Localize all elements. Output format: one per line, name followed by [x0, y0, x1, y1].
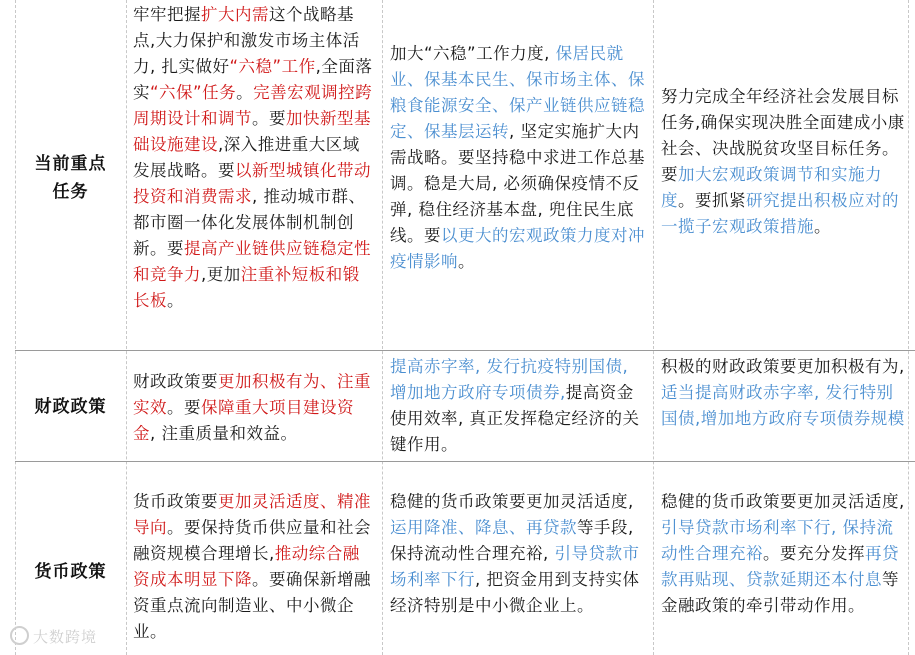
- row-label-line: 任务: [52, 182, 89, 202]
- row-label-line: 货币政策: [34, 562, 107, 582]
- text-segment: 稳健的货币政策要更加灵活适度,: [390, 492, 634, 511]
- text-segment: , 坚定实施扩大内需战略。要坚持稳中求进工作总基调。稳是大局, 必须确保疫情不反弹, 稳住经济基本盘, 兜住民生底线。要: [390, 122, 645, 245]
- text-segment: 牢牢把握: [133, 5, 201, 24]
- text-segment: 积极的财政政策要更加积极有为,: [661, 357, 905, 376]
- text-segment: 财政政策要: [133, 372, 218, 391]
- row-divider: [15, 461, 915, 462]
- text-segment: 。: [167, 291, 184, 310]
- text-segment: 。要: [252, 109, 286, 128]
- text-segment: , 注重质量和效益。: [150, 424, 298, 443]
- text-segment: 。: [236, 83, 254, 102]
- highlight-red: 注重补短板和锻长板: [133, 265, 360, 310]
- text-segment: 。要抓紧: [678, 191, 746, 210]
- highlight-red: 加快新型基础设施建设: [133, 109, 371, 154]
- highlight-blue: 研究提出积极应对的一揽子宏观政策措施: [661, 191, 899, 236]
- text-segment: , 推动城市群、都市圈一体化发展体制机制创新。要: [133, 187, 366, 258]
- column-divider: [653, 0, 654, 655]
- highlight-blue: 运用降准、降息、再贷款: [390, 518, 577, 537]
- watermark-logo-icon: [10, 626, 29, 645]
- cell-key-tasks-col2: [390, 41, 648, 275]
- row-label-fiscal-policy: [15, 393, 126, 421]
- text-segment: 等手段, 保持流动性合理充裕,: [390, 518, 634, 563]
- text-segment: 等金融政策的牵引带动作用。: [661, 570, 899, 615]
- text-segment: 加大“六稳”工作力度,: [390, 44, 556, 63]
- highlight-blue: 保居民就业、保基本民生、保市场主体、保粮食能源安全、保产业链供应链稳定、保基层运转: [390, 44, 645, 141]
- row-label-line: 当前重点: [34, 154, 107, 174]
- highlight-blue: 再贷款再贴现、贷款延期还本付息: [661, 544, 899, 589]
- text-segment: 。要: [167, 398, 201, 417]
- row-label-key-tasks: [15, 150, 126, 206]
- cell-key-tasks-col1: [133, 2, 375, 314]
- watermark-text: 大数跨境: [33, 628, 98, 646]
- cell-monetary-col1: [133, 489, 375, 645]
- highlight-red: 更加积极有为、注重实效: [133, 372, 371, 417]
- text-segment: 提高资金使用效率, 真正发挥稳定经济的关键作用。: [390, 383, 640, 454]
- text-segment: 。: [814, 217, 831, 236]
- row-label-line: 财政政策: [34, 397, 107, 417]
- highlight-red: 更加灵活适度、精准导向: [133, 492, 371, 537]
- highlight-red: 完善宏观调控跨周期设计和调节: [133, 83, 373, 128]
- text-segment: ,深入推进重大区域发展战略。要: [133, 135, 360, 180]
- column-divider: [908, 0, 909, 655]
- text-segment: 。要充分发挥: [763, 544, 865, 563]
- highlight-blue: 加大宏观政策调节和实施力度: [661, 165, 882, 210]
- text-segment: , 把资金用到支持实体经济特别是中小微企业上。: [390, 570, 640, 615]
- cell-monetary-col3: [661, 489, 905, 619]
- text-segment: ,全面落实: [133, 57, 373, 102]
- highlight-blue: 提高赤字率, 发行抗疫特别国债, 增加地方政府专项债券,: [390, 357, 629, 402]
- text-segment: 。要保持货币供应量和社会融资规模合理增长,: [133, 518, 371, 563]
- text-segment: ,更加: [201, 265, 241, 284]
- watermark: [10, 626, 97, 647]
- column-divider: [126, 0, 127, 655]
- highlight-red: “六稳”工作: [229, 57, 316, 76]
- cell-fiscal-col3: [661, 354, 905, 432]
- text-segment: 货币政策要: [133, 492, 218, 511]
- cell-key-tasks-col3: [661, 84, 905, 240]
- highlight-blue: 以更大的宏观政策力度对冲疫情影响: [390, 226, 645, 271]
- highlight-red: 以新型城镇化带动投资和消费需求: [133, 161, 371, 206]
- column-divider: [15, 0, 16, 655]
- highlight-blue: 引导贷款市场利率下行, 保持流动性合理充裕: [661, 518, 894, 563]
- highlight-red: 提高产业链供应链稳定性和竞争力: [133, 239, 371, 284]
- highlight-red: 推动综合融资成本明显下降: [133, 544, 360, 589]
- cell-fiscal-col2: [390, 354, 648, 458]
- highlight-blue: 适当提高财政赤字率, 发行特别国债,增加地方政府专项债券规模: [661, 383, 905, 428]
- highlight-red: “六保”任务: [150, 83, 237, 102]
- row-divider: [15, 350, 915, 351]
- text-segment: 。要确保新增融资重点流向制造业、中小微企业。: [133, 570, 371, 641]
- column-divider: [382, 0, 383, 655]
- row-label-monetary-policy: [15, 558, 126, 586]
- cell-monetary-col2: [390, 489, 648, 619]
- cell-fiscal-col1: [133, 369, 375, 447]
- text-segment: 。: [458, 252, 475, 271]
- highlight-red: 扩大内需: [201, 5, 269, 24]
- text-segment: 努力完成全年经济社会发展目标任务,确保实现决胜全面建成小康社会、决战脱贫攻坚目标任务。要: [661, 87, 905, 184]
- highlight-red: 保障重大项目建设资金: [133, 398, 354, 443]
- text-segment: 这个战略基点,大力保护和激发市场主体活力, 扎实做好: [133, 5, 360, 76]
- highlight-blue: 引导贷款市场利率下行: [390, 544, 640, 589]
- text-segment: 稳健的货币政策要更加灵活适度,: [661, 492, 905, 511]
